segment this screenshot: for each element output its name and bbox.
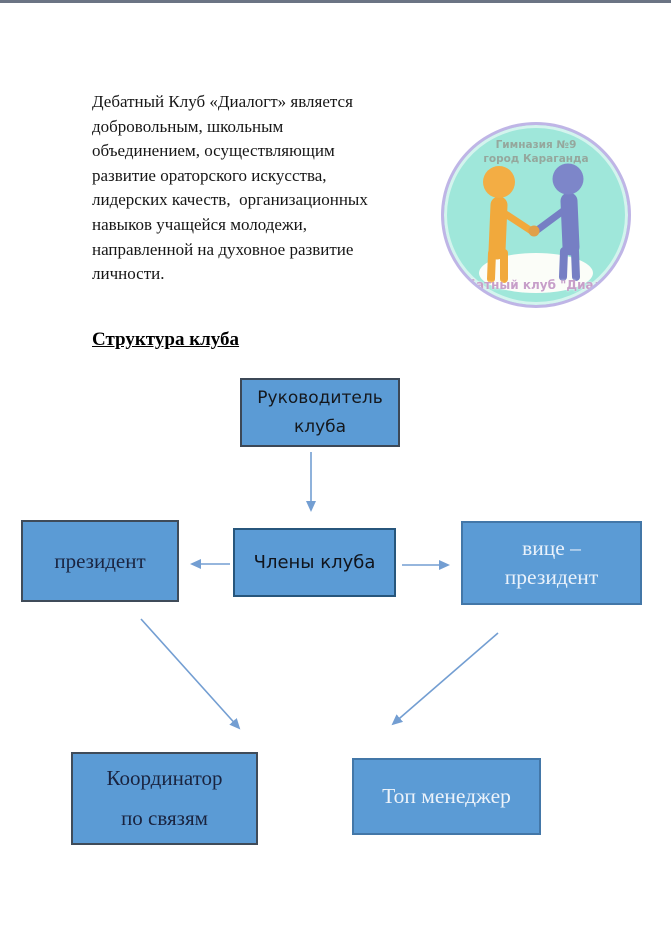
org-node-label-line: клуба xyxy=(293,416,347,437)
org-node-label-line: по связям xyxy=(121,806,208,830)
org-node-top-manager xyxy=(352,758,541,835)
logo-school-text xyxy=(444,138,628,166)
intro-paragraph xyxy=(92,90,368,287)
logo-school-line1: Гимназия №9 xyxy=(495,139,577,151)
org-node-label-line: вице – xyxy=(522,536,581,560)
intro-line: направленной на духовное развитие xyxy=(92,239,354,259)
handshake-hands xyxy=(529,226,540,237)
org-node-leader xyxy=(240,378,400,447)
org-node-president xyxy=(21,520,179,602)
intro-line: Дебатный Клуб «Диалогт» является xyxy=(92,92,353,111)
intro-line: объединением, осуществляющим xyxy=(92,141,335,161)
org-node-label-line: Топ менеджер xyxy=(382,784,511,808)
intro-line: навыков учащейся молодежи, xyxy=(92,214,308,234)
intro-line: добровольным, школьным xyxy=(92,116,284,136)
org-node-label-line: Члены клуба xyxy=(253,552,376,573)
arrow-vice-president-to-top-manager xyxy=(393,633,498,724)
org-node-vice-president xyxy=(461,521,642,605)
org-node-coordinator xyxy=(71,752,258,845)
logo-school-line2: город Караганда xyxy=(483,153,589,165)
org-node-members xyxy=(233,528,396,597)
intro-line: личности. xyxy=(92,264,165,284)
org-node-label-line: президент xyxy=(504,565,599,589)
club-logo xyxy=(441,122,631,308)
org-node-label-line: Руководитель xyxy=(257,387,383,408)
arrow-president-to-coordinator xyxy=(141,619,239,728)
logo-club-name: Дебатный клуб "Диалог" xyxy=(448,278,624,292)
intro-line: развитие ораторского искусства, xyxy=(92,165,327,185)
intro-line: лидерских качеств, организационных xyxy=(92,190,368,210)
org-node-label-line: Координатор xyxy=(106,766,223,790)
section-heading: Структура клуба xyxy=(92,329,240,350)
window-top-border xyxy=(0,0,671,3)
org-node-label-line: президент xyxy=(54,548,146,573)
